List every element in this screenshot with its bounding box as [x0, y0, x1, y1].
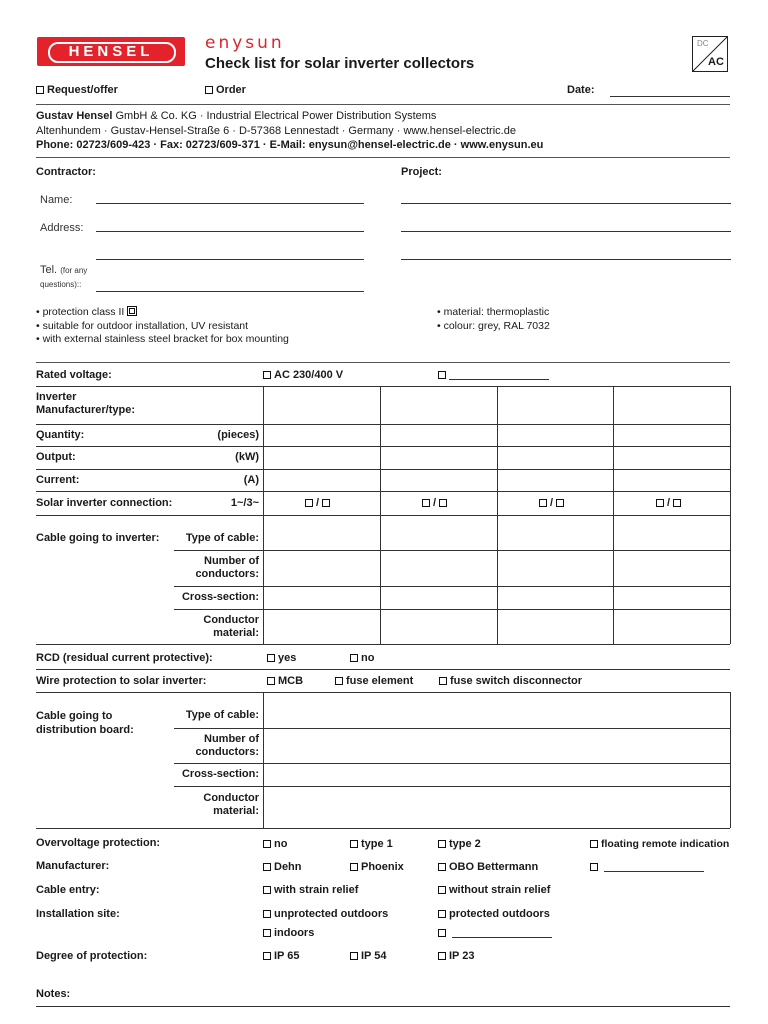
features-right: • material: thermoplastic • colour: grey, RAL 7032 [437, 306, 550, 332]
divider [174, 609, 730, 610]
unprotected-checkbox[interactable]: unprotected outdoors [263, 908, 388, 920]
grid-line [730, 692, 731, 828]
board-material-label: Conductor material: [203, 792, 259, 817]
tel-note: questions):: [40, 280, 82, 289]
cable-inverter-heading: Cable going to inverter: [36, 532, 160, 544]
divider [36, 692, 730, 693]
project-field-3[interactable] [401, 259, 731, 260]
board-cross-section-label: Cross-section: [181, 768, 259, 780]
degree-label: Degree of protection: [36, 950, 148, 962]
tel-label: Tel. (for any [40, 264, 88, 276]
divider [36, 104, 730, 105]
mcb-checkbox[interactable]: MCB [267, 675, 303, 687]
company-contact: Phone: 02723/609-423 · Fax: 02723/609-371 · E-Mail: enysun@hensel-electric.de · www.enysun.eu [36, 139, 544, 151]
obo-checkbox[interactable]: OBO Bettermann [438, 861, 538, 873]
divider [36, 644, 730, 645]
date-label: Date: [567, 84, 595, 96]
without-strain-relief-checkbox[interactable]: without strain relief [438, 884, 550, 896]
divider [174, 728, 730, 729]
phase-checkbox-1[interactable]: / [305, 497, 333, 509]
current-unit: (A) [243, 474, 259, 486]
cable-board-heading: Cable going to distribution board: [36, 710, 134, 736]
quantity-label: Quantity: [36, 429, 85, 441]
phase-checkbox-2[interactable]: / [422, 497, 450, 509]
output-label: Output: [36, 451, 76, 463]
cross-section-label: Cross-section: [181, 591, 259, 603]
quantity-unit: (pieces) [217, 429, 259, 441]
enysun-logo: enysun [205, 33, 285, 53]
divider [36, 446, 730, 447]
name-label: Name: [40, 194, 73, 206]
cable-type-label: Type of cable: [185, 532, 259, 544]
phase-checkbox-3[interactable]: / [539, 497, 567, 509]
board-cable-type-label: Type of cable: [185, 709, 259, 721]
board-conductors-label: Number of conductors: [195, 733, 259, 758]
divider [36, 828, 730, 829]
project-heading: Project: [401, 166, 442, 178]
phase-checkbox-4[interactable]: / [656, 497, 684, 509]
wire-protection-label: Wire protection to solar inverter: [36, 675, 207, 687]
company-line: Gustav Hensel GmbH & Co. KG · Industrial Electrical Power Distribution Systems [36, 110, 437, 122]
phoenix-checkbox[interactable]: Phoenix [350, 861, 404, 873]
address-field-2[interactable] [96, 259, 364, 260]
divider [36, 386, 730, 387]
tel-field[interactable] [96, 291, 364, 292]
divider [36, 362, 730, 363]
project-field-2[interactable] [401, 231, 731, 232]
divider [36, 515, 730, 516]
grid-line [263, 692, 264, 828]
name-field[interactable] [96, 203, 364, 204]
conductors-label: Number of conductors: [195, 555, 259, 580]
material-label: Conductor material: [203, 614, 259, 639]
divider [36, 157, 730, 158]
contractor-heading: Contractor: [36, 166, 96, 178]
inverter-label: Inverter Manufacturer/type: [36, 391, 136, 416]
connection-unit: 1~/3~ [230, 497, 259, 509]
indoors-checkbox[interactable]: indoors [263, 927, 314, 939]
fuse-element-checkbox[interactable]: fuse element [335, 675, 413, 687]
overvoltage-label: Overvoltage protection: [36, 837, 161, 849]
voltage-other-checkbox[interactable] [438, 369, 549, 381]
manufacturer-label: Manufacturer: [36, 860, 110, 872]
divider [174, 586, 730, 587]
page-title: Check list for solar inverter collectors [205, 55, 475, 72]
company-address: Altenhundem · Gustav-Hensel-Straße 6 · D-57368 Lennestadt · Germany · www.hensel-electric.de [36, 125, 516, 137]
date-field[interactable] [610, 96, 730, 97]
divider [36, 669, 730, 670]
dehn-checkbox[interactable]: Dehn [263, 861, 302, 873]
ip65-checkbox[interactable]: IP 65 [263, 950, 300, 962]
order-checkbox[interactable]: Order [205, 84, 246, 96]
with-strain-relief-checkbox[interactable]: with strain relief [263, 884, 358, 896]
address-field-1[interactable] [96, 231, 364, 232]
fuse-switch-checkbox[interactable]: fuse switch disconnector [439, 675, 582, 687]
hensel-logo: HENSEL [37, 37, 185, 66]
manufacturer-other-checkbox[interactable] [590, 861, 704, 873]
divider [174, 786, 730, 787]
floating-checkbox[interactable]: floating remote indication [590, 838, 729, 850]
ac-230-checkbox[interactable]: AC 230/400 V [263, 369, 343, 381]
type1-checkbox[interactable]: type 1 [350, 838, 393, 850]
divider [36, 469, 730, 470]
rcd-label: RCD (residual current protective): [36, 652, 213, 664]
output-unit: (kW) [235, 451, 259, 463]
ip54-checkbox[interactable]: IP 54 [350, 950, 387, 962]
notes-field[interactable] [36, 1006, 730, 1007]
rcd-yes-checkbox[interactable]: yes [267, 652, 296, 664]
divider [36, 424, 730, 425]
cable-entry-label: Cable entry: [36, 884, 100, 896]
features-left: • protection class II • suitable for outdoor installation, UV resistant • with external stainless steel bracket for box mounting [36, 306, 289, 345]
protected-checkbox[interactable]: protected outdoors [438, 908, 550, 920]
divider [36, 491, 730, 492]
overvoltage-no-checkbox[interactable]: no [263, 838, 287, 850]
rcd-no-checkbox[interactable]: no [350, 652, 374, 664]
notes-label: Notes: [36, 988, 71, 1000]
current-label: Current: [36, 474, 80, 486]
installation-other-checkbox[interactable] [438, 927, 552, 939]
ip23-checkbox[interactable]: IP 23 [438, 950, 475, 962]
address-label: Address: [40, 222, 84, 234]
dc-ac-icon: DC AC [692, 36, 728, 72]
project-field-1[interactable] [401, 203, 731, 204]
divider [174, 763, 730, 764]
rated-voltage-label: Rated voltage: [36, 369, 112, 381]
class-ii-icon [127, 306, 137, 316]
divider [174, 550, 730, 551]
request-offer-checkbox[interactable]: Request/offer [36, 84, 118, 96]
installation-label: Installation site: [36, 908, 120, 920]
connection-label: Solar inverter connection: [36, 497, 173, 509]
type2-checkbox[interactable]: type 2 [438, 838, 481, 850]
grid-line [730, 386, 731, 644]
